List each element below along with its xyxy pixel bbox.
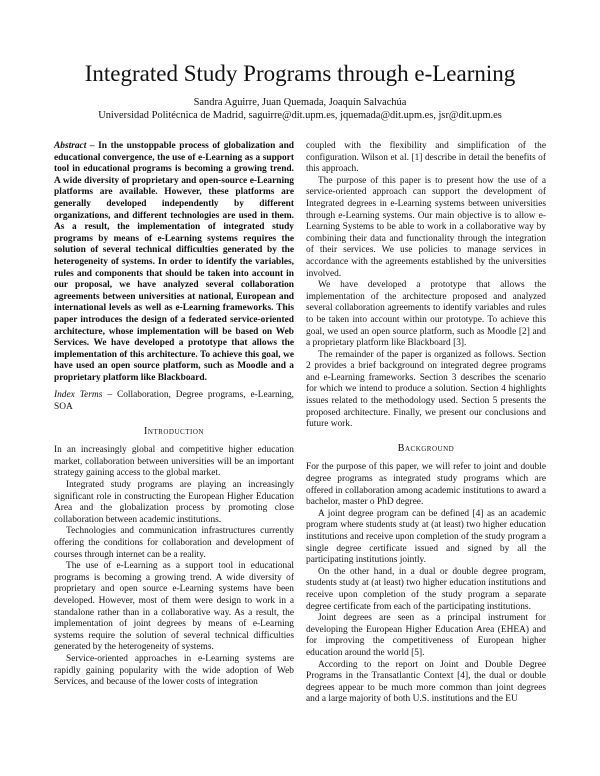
author-list: Sandra Aguirre, Juan Quemada, Joaquín Salvachúa (193, 97, 407, 108)
index-terms-label: Index Terms (54, 390, 103, 401)
intro-continued-paragraph: We have developed a prototype that allows the implementation of the architecture proposed and analyzed several collaboration agreements to identify variables and rules to be taken into account within our prototype. To achieve this goal, we used an open source platform, such as Moodle [2] and a proprietary platform like Blackboard [3]. (306, 280, 546, 349)
intro-paragraph: Integrated study programs are playing an increasingly significant role in constructing the European Higher Education Area and the globalization process by promoting close collaboration between academic institutions. (54, 480, 294, 525)
left-column (54, 141, 294, 689)
intro-paragraph: Service-oriented approaches in e-Learning systems are rapidly gaining popularity with the wide adoption of Web Services, and because of the lower costs of integration (54, 653, 294, 688)
background-paragraph: For the purpose of this paper, we will refer to joint and double degree programs as integrated study programs which are offered in collaboration among academic institutions to award a bachelor, master o PhD degree. (306, 462, 546, 508)
introduction-heading: Introduction (144, 425, 204, 437)
intro-continued-paragraph: The remainder of the paper is organized as follows. Section 2 provides a brief background on integrated degree programs and e-Learning frameworks. Section 3 describes the scenario for which we intend to produce a solution. Section 4 highlights issues related to the methodology used. Section 5 presents the proposed architecture. Finally, we present our conclusions and future work. (306, 349, 546, 430)
index-terms-text: – Collaboration, Degree programs, e-Learning, SOA (54, 390, 294, 413)
background-paragraph: Joint degrees are seen as a principal instrument for developing the European Higher Education Area (EHEA) and for improving the competitiveness of European higher education around the world [5]. (306, 613, 546, 658)
affiliation: Universidad Politécnica de Madrid, saguirre@dit.upm.es, jquemada@dit.upm.es, jsr@dit.upm.es (98, 110, 502, 121)
intro-paragraph: In an increasingly global and competitive higher education market, collaboration between universities will be an important strategy gaining access to the global market. (54, 445, 294, 479)
intro-continued-paragraph: coupled with the flexibility and simplification of the configuration. Wilson et al. [1] describe in detail the benefits of this approach. (306, 141, 546, 175)
abstract-text: – In the unstoppable process of globalization and educational convergence, the use of e-Learning as a support tool in educational programs is becoming a growing trend. A wide diversity of proprietary and open-source e-Learning platforms are available. However, these platforms are generally developed independently by different organizations, and different technologies are used in them. As a result, the implementation of integrated study programs by means of e-Learning systems requires the solution of several technical difficulties generated by the heterogeneity of systems. In order to identify the variables, rules and components that should be taken into account in our proposal, we have analyzed several collaboration agreements between universities at national, European and international levels as well as e-Learning frameworks. This paper introduces the design of a federated service-oriented architecture, whose implementation will be based on Web Services. We have developed a prototype that allows the implementation of this architecture. To achieve this goal, we have used an open source platform, such as Moodle and a proprietary platform like Blackboard. (54, 141, 294, 383)
intro-paragraph: The use of e-Learning as a support tool in educational programs is becoming a growing trend. A wide diversity of proprietary and open source e-Learning systems have been developed. However, most of them were design to work in a standalone rather than in a collaborative way. As a result, the implementation of joint degrees by means of e-Learning systems require the solution of several technical difficulties generated by the heterogeneity of systems. (54, 561, 294, 653)
intro-continued-paragraph: The purpose of this paper is to present how the use of a service-oriented approach can support the development of Integrated degrees in e-Learning systems between universities through e-Learning systems. Our main objective is to allow e-Learning Systems to be able to work in a collaborative way by combining their data and functionality through the integration of their services. We use policies to manage services in accordance with the agreements established by the universities involved. (306, 175, 546, 279)
intro-paragraph: Technologies and communication infrastructures currently offering the conditions for collaboration and development of courses through internet can be a reality. (54, 526, 294, 560)
paper-title: Integrated Study Programs through e-Learning (84, 61, 516, 86)
right-column (306, 141, 546, 706)
abstract (54, 141, 294, 384)
index-terms (54, 390, 294, 413)
background-heading: Background (397, 442, 455, 454)
abstract-label: Abstract (54, 141, 87, 151)
background-paragraph: On the other hand, in a dual or double degree program, students study at (at least) two higher education institutions and receive upon completion of the study program a separate degree certificate from each of the participating institutions. (306, 566, 546, 612)
background-paragraph: A joint degree program can be defined [4] as an academic program where students study at (at least) two higher education institutions and receive upon completion of the study program a single degree certificate issued and signed by all the participating institutions jointly. (306, 508, 546, 566)
background-paragraph: According to the report on Joint and Double Degree Programs in the Transatlantic Context [4], the dual or double degrees appear to be much more common than joint degrees and a large majority of both U.S. institutions and the EU (306, 659, 546, 705)
